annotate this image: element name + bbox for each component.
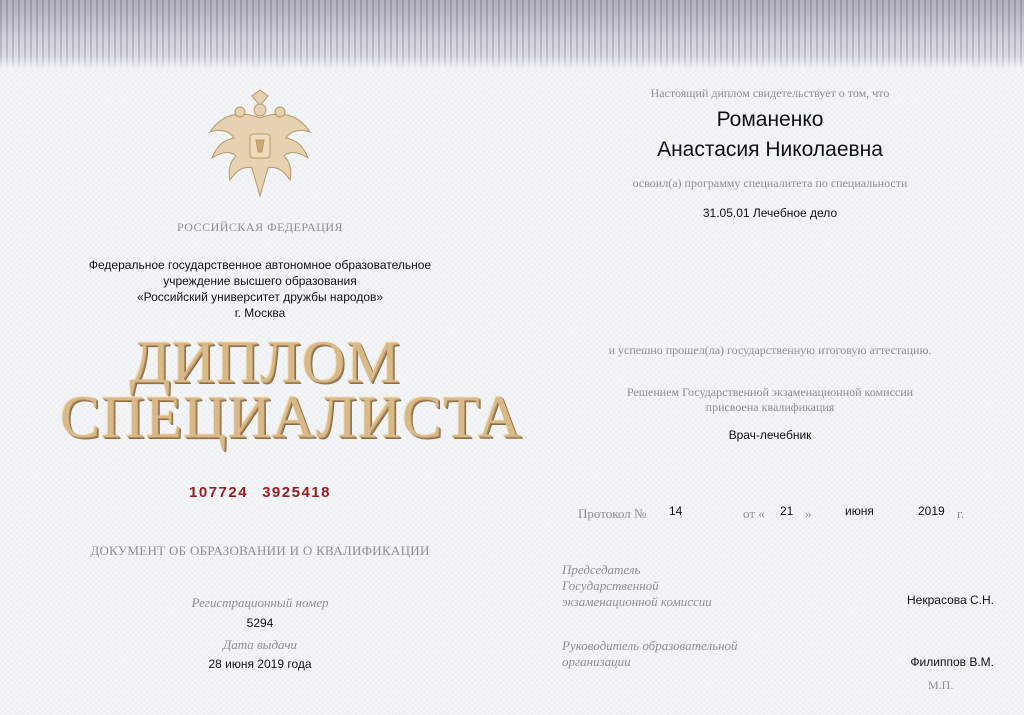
chair-line-2: Государственной xyxy=(562,578,659,593)
diploma-title-line-2: СПЕЦИАЛИСТА xyxy=(60,384,523,450)
date-from-label: от « xyxy=(743,506,765,521)
institution-block xyxy=(60,257,460,321)
issue-date-value: 28 июня 2019 года xyxy=(208,657,312,671)
institution-city: г. Москва xyxy=(234,306,286,320)
serial-number xyxy=(160,484,360,502)
head-name: Филиппов В.М. xyxy=(910,655,994,669)
head-title xyxy=(562,638,738,670)
decision-line-2: присвоена квалификация xyxy=(705,400,835,414)
specialty: 31.05.01 Лечебное дело xyxy=(702,206,838,220)
protocol-year: 2019 xyxy=(918,504,945,518)
document-type: ДОКУМЕНТ ОБ ОБРАЗОВАНИИ И О КВАЛИФИКАЦИИ xyxy=(90,543,430,558)
country-name: РОССИЙСКАЯ ФЕДЕРАЦИЯ xyxy=(176,220,344,234)
serial-series: 107724 xyxy=(189,484,249,501)
decorative-top-band xyxy=(0,0,1024,70)
issue-date-label: Дата выдачи xyxy=(222,637,298,652)
chair-name: Некрасова С.Н. xyxy=(907,593,994,607)
program-label: освоил(а) программу специалитета по специальности xyxy=(632,176,908,190)
protocol-day: 21 xyxy=(780,504,794,518)
chair-title xyxy=(562,562,712,610)
decision-block xyxy=(560,385,980,415)
institution-line-1: Федеральное государственное автономное образовательное xyxy=(88,258,432,272)
intro-text: Настоящий диплом свидетельствует о том, что xyxy=(650,86,890,100)
chair-line-3: экзаменационной комиссии xyxy=(562,594,712,609)
institution-line-3: «Российский университет дружбы народов» xyxy=(136,290,384,304)
decision-line-1: Решением Государственной экзаменационной комиссии xyxy=(626,385,914,399)
graduate-given-names: Анастасия Николаевна xyxy=(657,138,883,161)
qualification: Врач-лечебник xyxy=(728,428,812,442)
registration-label: Регистрационный номер xyxy=(191,595,329,610)
serial-value: 3925418 xyxy=(262,484,331,501)
diploma-title-line-1: ДИПЛОМ xyxy=(129,329,401,395)
seal-label: М.П. xyxy=(928,678,954,692)
graduate-surname: Романенко xyxy=(716,108,824,131)
institution-line-2: учреждение высшего образования xyxy=(163,274,357,288)
year-suffix: г. xyxy=(957,506,965,521)
head-line-2: организации xyxy=(562,654,631,669)
protocol-month: июня xyxy=(845,504,874,518)
coat-of-arms-icon xyxy=(200,88,320,203)
protocol-label: Протокол № xyxy=(578,506,647,521)
registration-number: 5294 xyxy=(246,616,274,630)
date-close-quote: » xyxy=(805,506,812,521)
attestation-text: и успешно прошел(ла) государственную итоговую аттестацию. xyxy=(608,343,932,357)
head-line-1: Руководитель образовательной xyxy=(562,638,738,653)
protocol-number: 14 xyxy=(669,504,683,518)
chair-line-1: Председатель xyxy=(562,562,641,577)
